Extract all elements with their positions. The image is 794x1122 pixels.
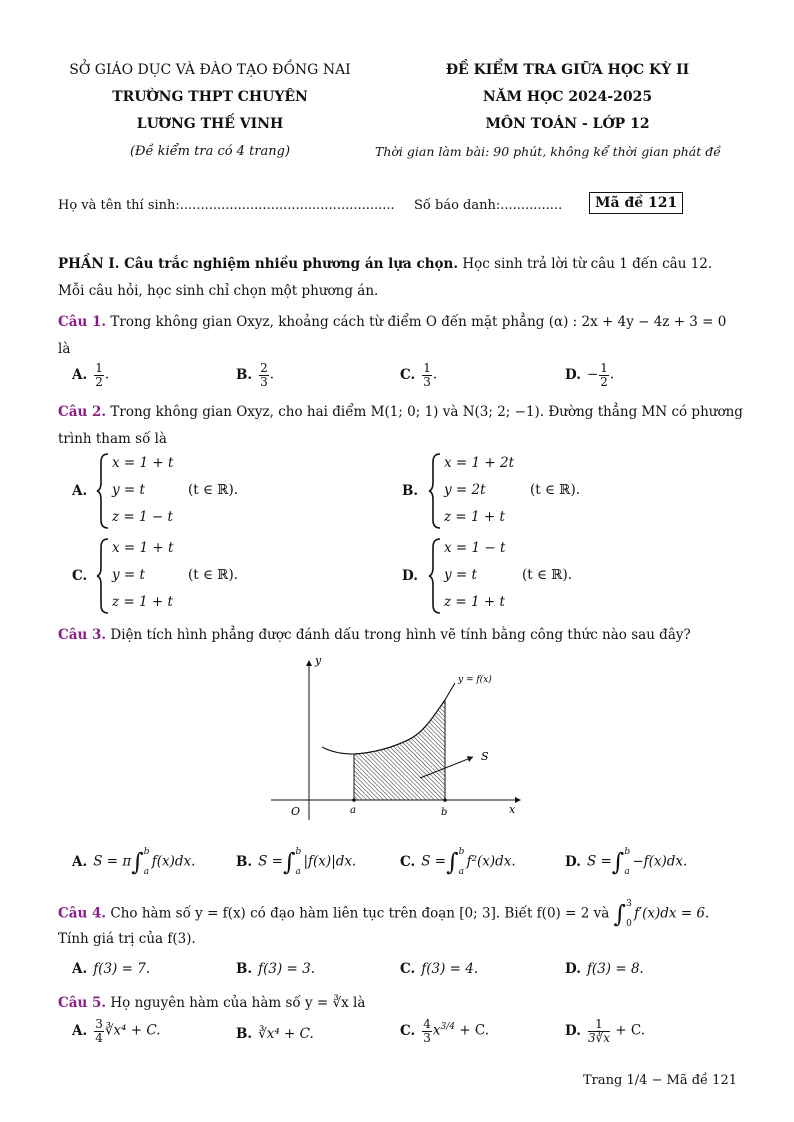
minus-sign: − [586, 366, 599, 383]
origin-label: O [291, 805, 301, 818]
student-id-field: Số báo danh:............... [414, 198, 563, 213]
q2-option-c-label[interactable]: C. [72, 568, 88, 584]
page-count-note: (Đề kiểm tra có 4 trang) [129, 144, 291, 159]
q3-option-d[interactable] [565, 842, 687, 882]
option-label: A. [72, 1022, 88, 1039]
option-label: B. [236, 961, 253, 977]
eq-x: x = 1 − t [444, 540, 506, 556]
y-axis-arrow-icon [306, 660, 312, 666]
q2-option-a[interactable] [96, 452, 296, 532]
eq-y: y = t [444, 567, 477, 583]
eq-z: z = 1 + t [444, 509, 505, 525]
q4-option-c[interactable] [400, 961, 478, 977]
option-label: A. [72, 853, 88, 870]
upper-limit: b [295, 847, 302, 857]
q5-option-c[interactable] [400, 1018, 489, 1044]
page-footer: Trang 1/4 − Mã đề 121 [582, 1073, 737, 1088]
frac-num: 1 [588, 1018, 610, 1032]
option-label: D. [565, 853, 581, 870]
eq-z: z = 1 − t [112, 509, 173, 525]
upper-limit: b [624, 847, 631, 857]
q5-option-b[interactable] [236, 1026, 314, 1042]
eq-x: x = 1 + 2t [444, 455, 515, 471]
question-4 [58, 894, 709, 934]
q1-text: Trong không gian Oxyz, khoảng cách từ điểm O đến mặt phẳng (α) : 2x + 4y − 4z + 3 = 0 [110, 314, 727, 330]
param-condition: (t ∈ ℝ). [188, 482, 239, 498]
frac-num: 1 [423, 361, 431, 375]
option-value: f(3) = 3. [258, 961, 316, 977]
time-note: Thời gian làm bài: 90 phút, không kể thời gian phát đề [375, 144, 721, 159]
eq-x: x = 1 + t [112, 455, 174, 471]
frac-den: 4 [95, 1030, 103, 1045]
lower-limit: a [624, 867, 630, 877]
option-prefix: S = [258, 853, 283, 870]
frac-den: 2 [95, 374, 103, 389]
exam-code-box: Mã đề 121 [589, 192, 683, 214]
frac-num: 1 [600, 361, 608, 375]
q1-option-b[interactable]: B. $\frac{2}{3}$ . [236, 361, 275, 389]
option-value: f(3) = 7. [93, 961, 151, 977]
question-1 [58, 314, 726, 330]
q1-option-c[interactable]: C. $\frac{1}{3}$ . [400, 361, 438, 389]
q2-option-d-label[interactable]: D. [402, 568, 418, 584]
shaded-region [354, 700, 445, 800]
q2-label: Câu 2. [58, 404, 107, 420]
option-label: D. [565, 366, 581, 383]
frac-num: 1 [95, 361, 103, 375]
option-label: A. [72, 366, 88, 383]
integrand: f(x)dx. [151, 853, 196, 870]
student-name-field: Họ và tên thí sinh:.................................................... [58, 198, 395, 213]
upper-limit: 3 [626, 899, 632, 909]
q4-option-b[interactable] [236, 961, 315, 977]
option-value: ∛x⁴ + C. [258, 1026, 314, 1042]
q3-option-b[interactable] [236, 842, 356, 882]
q2-text: Trong không gian Oxyz, cho hai điểm M(1; 0; 1) và N(3; 2; −1). Đường thẳng MN có phương [110, 404, 743, 420]
integral-sign-icon: ∫ [446, 848, 459, 876]
integrand: f²(x)dx. [466, 853, 516, 870]
brace-icon [428, 537, 442, 615]
option-prefix: S = [421, 853, 447, 870]
question-5 [58, 995, 365, 1011]
q5-option-a[interactable] [72, 1018, 161, 1044]
subject: MÔN TOÁN - LỚP 12 [485, 116, 650, 132]
q2-option-b[interactable] [428, 452, 628, 532]
q3-label: Câu 3. [58, 627, 107, 643]
eq-y: y = t [112, 482, 145, 498]
question-2 [58, 404, 743, 420]
b-label: b [441, 807, 448, 818]
curve-label: y = f(x) [458, 675, 492, 685]
q5-option-d[interactable] [565, 1018, 645, 1044]
lower-limit: a [143, 867, 150, 877]
q4-option-d[interactable] [565, 961, 644, 977]
school-year: NĂM HỌC 2024-2025 [482, 89, 653, 105]
integral-sign-icon: ∫ [613, 900, 627, 928]
point-b [443, 798, 447, 802]
q5-label: Câu 5. [58, 995, 107, 1011]
q2-text2: trình tham số là [58, 431, 167, 447]
q1-option-a[interactable]: A. $\frac{1}{2}$ . [72, 361, 110, 389]
q1-text2: là [58, 341, 71, 357]
eq-y: y = t [112, 567, 145, 583]
integral-sign-icon: ∫ [282, 848, 296, 876]
integral-sign-icon: ∫ [131, 848, 144, 876]
y-axis-label: y [315, 654, 322, 667]
option-value: f(3) = 8. [586, 961, 644, 977]
lower-limit: a [458, 867, 464, 877]
eq-y: y = 2t [444, 482, 486, 498]
q1-option-d[interactable]: D. − $\frac{1}{2}$ . [565, 361, 615, 389]
option-label: D. [565, 1022, 581, 1039]
q2-option-c[interactable] [96, 537, 296, 617]
option-tail: + C. [454, 1022, 490, 1039]
q4-label: Câu 4. [58, 905, 107, 922]
integrand: −f(x)dx. [632, 853, 688, 870]
option-label: D. [565, 961, 581, 977]
q2-option-b-label[interactable]: B. [402, 483, 419, 499]
frac-den: 3∛x [587, 1030, 610, 1045]
q4-text2: Tính giá trị của f(3). [58, 931, 196, 947]
frac-num: 3 [95, 1017, 103, 1031]
option-exponent: 3/4 [440, 1022, 455, 1033]
q4-integrand: f′(x)dx = 6. [634, 905, 710, 922]
frac-num: 4 [423, 1017, 431, 1031]
param-condition: (t ∈ ℝ). [530, 482, 581, 498]
q1-label: Câu 1. [58, 314, 107, 330]
option-label: C. [400, 366, 416, 383]
frac-den: 3 [423, 1030, 431, 1045]
integrand: |f(x)|dx. [303, 853, 357, 870]
q4-option-a[interactable] [72, 961, 150, 977]
part1-heading [58, 256, 712, 272]
point-a [352, 798, 356, 802]
option-label: C. [400, 961, 416, 977]
q3-text: Diện tích hình phẳng được đánh dấu trong hình vẽ tính bằng công thức nào sau đây? [110, 627, 691, 643]
frac-den: 2 [600, 374, 608, 389]
option-prefix: S = π [93, 853, 132, 870]
option-tail: + C. [611, 1022, 646, 1039]
upper-limit: b [458, 847, 465, 857]
a-label: a [350, 805, 356, 816]
x-axis-arrow-icon [515, 797, 521, 803]
x-axis-label: x [509, 803, 516, 816]
option-value: f(3) = 4. [421, 961, 479, 977]
eq-z: z = 1 + t [112, 594, 173, 610]
exam-title: ĐỀ KIỂM TRA GIỮA HỌC KỲ II [445, 62, 690, 78]
frac-den: 3 [423, 374, 431, 389]
school-name-line1: TRƯỜNG THPT CHUYÊN [112, 89, 308, 105]
param-condition: (t ∈ ℝ). [188, 567, 239, 583]
q2-option-d[interactable] [428, 537, 628, 617]
option-base: x [432, 1022, 441, 1039]
lower-limit: 0 [626, 919, 632, 929]
q3-option-c[interactable] [400, 842, 516, 882]
question-3 [58, 627, 691, 643]
option-label: C. [400, 1022, 416, 1039]
option-label: B. [236, 1026, 253, 1042]
brace-icon [96, 537, 110, 615]
area-figure [265, 652, 525, 822]
q2-option-a-label[interactable]: A. [72, 483, 88, 499]
option-rest: ∛x⁴ + C. [104, 1022, 161, 1039]
option-label: C. [400, 853, 416, 870]
part1-title: PHẦN I. Câu trắc nghiệm nhiều phương án lựa chọn. [58, 256, 459, 272]
lower-limit: a [295, 867, 301, 877]
q4-text: Cho hàm số y = f(x) có đạo hàm liên tục trên đoạn [0; 3]. Biết f(0) = 2 và [110, 905, 610, 922]
school-name-line2: LƯƠNG THẾ VINH [136, 116, 284, 132]
brace-icon [428, 452, 442, 530]
param-condition: (t ∈ ℝ). [522, 567, 573, 583]
frac-num: 2 [260, 361, 268, 375]
part1-intro: Học sinh trả lời từ câu 1 đến câu 12. [458, 256, 713, 272]
q3-option-a[interactable] [72, 842, 195, 882]
brace-icon [96, 452, 110, 530]
option-label: A. [72, 961, 88, 977]
part1-intro2: Mỗi câu hỏi, học sinh chỉ chọn một phương án. [58, 283, 379, 299]
option-label: B. [236, 366, 253, 383]
integral-sign-icon: ∫ [611, 848, 625, 876]
option-label: B. [236, 853, 253, 870]
department-name: SỞ GIÁO DỤC VÀ ĐÀO TẠO ĐỒNG NAI [69, 62, 351, 78]
region-label: S [481, 750, 489, 763]
frac-den: 3 [260, 374, 268, 389]
option-prefix: S = [586, 853, 612, 870]
q5-text: Họ nguyên hàm của hàm số y = ∛x là [110, 995, 366, 1011]
upper-limit: b [143, 847, 150, 857]
eq-x: x = 1 + t [112, 540, 174, 556]
eq-z: z = 1 + t [444, 594, 505, 610]
